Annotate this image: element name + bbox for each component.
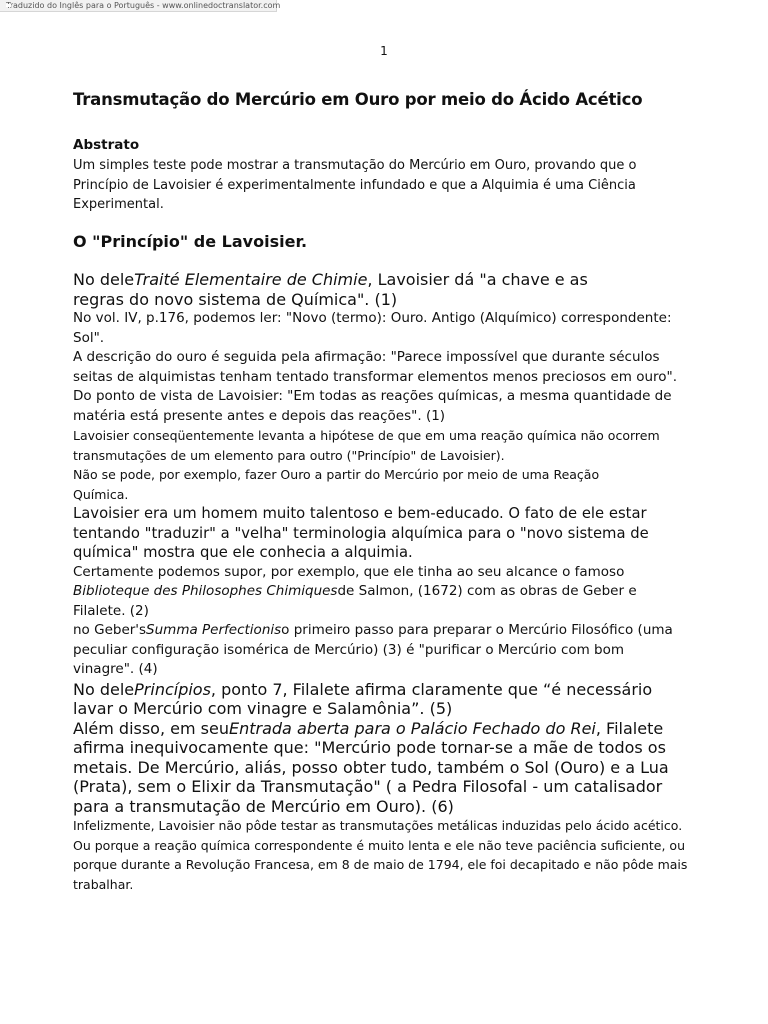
paragraph-text: , Filalete afirma inequivocamente que: "Mercúrio pode tornar-se a mãe de todos os metais. De Mercúrio, aliás, posso obter tudo, também o Sol (Ouro) e a Lua (Prata), sem o Elixir da Transmutação" ( a Pedra Filosofal - um catalisador para a transmutação de Mercúrio em Ouro). (6) xyxy=(73,718,669,816)
book-title: Traité Elementaire de Chimie xyxy=(134,270,368,289)
paragraph: A descrição do ouro é seguida pela afirmação: "Parece impossível que durante séculos seitas de alquimistas tenham tentado transformar elementos menos preciosos em ouro". Do ponto de vista de Lavoisier: "Em todas as reações químicas, a mesma quantidade de matéria está presente antes e depois das reações". (1) xyxy=(73,349,678,424)
paragraph-text: No dele xyxy=(73,270,135,289)
paragraph-text: Certamente podemos supor, por exemplo, que ele tinha ao seu alcance o famoso xyxy=(73,563,625,580)
book-title: Princípios xyxy=(134,679,211,699)
abstract-heading: Abstrato xyxy=(73,137,140,153)
paragraph: Lavoisier conseqüentemente levanta a hipótese de que em uma reação química não ocorrem transmutações de um elemento para outro ("Princípio" de Lavoisier). xyxy=(73,428,660,463)
paragraph xyxy=(73,680,683,719)
book-title: Entrada aberta para o Palácio Fechado do Rei xyxy=(228,718,596,738)
paragraph xyxy=(73,563,663,622)
translator-banner-text[interactable]: Traduzido do Inglês para o Português - www.onlinedoctranslator.com xyxy=(6,1,281,10)
paragraph xyxy=(73,719,698,817)
paragraph-text: de Salmon, (1672) com as obras de Geber e Filalete. (2) xyxy=(73,583,637,619)
paragraph-text: no Geber's xyxy=(73,622,147,638)
paragraph: Infelizmente, Lavoisier não pôde testar as transmutações metálicas induzidas pelo ácido acético. Ou porque a reação química correspondente é muito lenta e ele não teve paciência suficiente, ou porque durante a Revolução Francesa, em 8 de maio de 1794, ele foi decapitado e não pôde mais trabalhar. xyxy=(73,818,688,892)
paragraph-text: Além disso, em seu xyxy=(73,718,229,738)
paragraph: Não se pode, por exemplo, fazer Ouro a partir do Mercúrio por meio de uma Reação Química. xyxy=(73,467,600,502)
page-number: 1 xyxy=(380,44,388,58)
paragraph-text: , ponto 7, Filalete afirma claramente que “é necessário lavar o Mercúrio com vinagre e Salamônia”. (5) xyxy=(73,679,653,718)
paragraph: Lavoisier era um homem muito talentoso e bem-educado. O fato de ele estar tentando "traduzir" a "velha" terminologia alquímica para o "novo sistema de química" mostra que ele conhecia a alquimia. xyxy=(73,505,649,561)
paragraph xyxy=(73,621,683,680)
document-body xyxy=(73,270,698,894)
paragraph-text: , Lavoisier dá "a chave e as regras do novo sistema de Química". (1) xyxy=(73,270,588,309)
book-title: Summa Perfectionis xyxy=(146,622,282,638)
translator-banner[interactable] xyxy=(0,0,281,12)
book-title: Biblioteque des Philosophes Chimiques xyxy=(73,583,338,599)
section-heading: O "Princípio" de Lavoisier. xyxy=(73,232,308,251)
paragraph: No vol. IV, p.176, podemos ler: "Novo (termo): Ouro. Antigo (Alquímico) correspondente: Sol". xyxy=(73,310,672,346)
paragraph xyxy=(73,270,638,309)
abstract-text: Um simples teste pode mostrar a transmutação do Mercúrio em Ouro, provando que o Princípio de Lavoisier é experimentalmente infundado e que a Alquimia é uma Ciência Experimental. xyxy=(73,158,637,212)
paragraph-text: No dele xyxy=(73,679,135,699)
document-title: Transmutação do Mercúrio em Ouro por meio do Ácido Acético xyxy=(73,90,643,109)
paragraph-text: o primeiro passo para preparar o Mercúrio Filosófico (uma peculiar configuração isomérica de Mercúrio) (3) é "purificar o Mercúrio com bom vinagre". (4) xyxy=(73,622,673,677)
